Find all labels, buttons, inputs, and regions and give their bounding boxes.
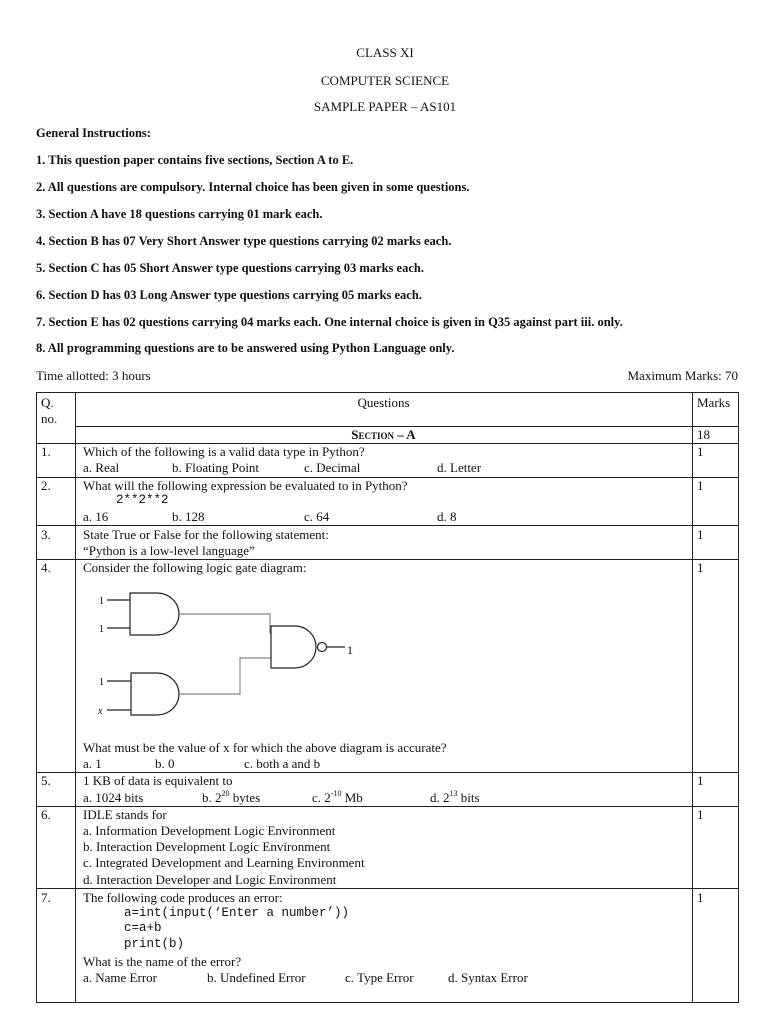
question-marks: 1 [697,560,704,575]
code-line: print(b) [124,937,185,951]
gate-input-label: 1 [99,677,104,688]
option-d: d. Interaction Developer and Logic Environment [83,872,337,887]
question-marks: 1 [697,527,704,542]
option-b: b. 0 [155,756,175,771]
option-c: c. Decimal [304,460,361,475]
option-d: d. $2^{13}$ bits [430,788,480,805]
instruction-item: 7. Section E has 02 questions carrying 04 marks each. One internal choice is given in Q35 against part iii. only. [36,315,623,329]
question-marks: 1 [697,478,704,493]
marks-header: Marks [697,395,731,410]
paper-title: SAMPLE PAPER – AS101 [313,99,457,114]
option-b: b. $2^{20}$ bytes [202,788,261,805]
question-marks: 1 [697,444,704,459]
gate-input-label: 1 [99,596,104,607]
question-marks: 1 [697,807,704,822]
question-text: Consider the following logic gate diagram: [83,560,307,575]
question-number: 5. [41,773,51,788]
question-text: IDLE stands for [83,807,167,822]
gate-output-label: 1 [347,643,353,657]
option-d: d. Syntax Error [448,970,528,985]
code-line: a=int(input(‘Enter a number’)) [124,906,350,920]
question-number: 7. [41,890,51,905]
gate-input-label: 1 [99,624,104,635]
option-a: a. 1024 bits [83,790,144,805]
question-prompt: What is the name of the error? [83,954,242,969]
option-b: b. Undefined Error [207,970,306,985]
question-text: The following code produces an error: [83,890,283,905]
logic-gate-diagram [85,585,385,735]
question-text: State True or False for the following statement: [83,527,329,542]
option-a: a. Real [83,460,120,475]
instruction-item: 8. All programming questions are to be answered using Python Language only. [36,341,455,355]
question-text: 1 KB of data is equivalent to [83,773,233,788]
option-c: c. 64 [304,509,330,524]
qno-header: Q. [41,395,54,410]
option-b: b. 128 [172,509,205,524]
and-gate-2 [131,673,179,715]
option-c: c. $2^{-10}$ Mb [312,788,363,805]
maximum-marks: Maximum Marks: 70 [627,368,738,383]
and-gate-1 [130,593,179,635]
question-number: 2. [41,478,51,493]
option-b: b. Floating Point [172,460,260,475]
option-d: d. 8 [437,509,457,524]
option-a: a. 1 [83,756,102,771]
nand-bubble [318,643,327,652]
time-allotted: Time allotted: 3 hours [36,368,151,383]
instruction-item: 1. This question paper contains five sections, Section A to E. [36,153,354,167]
section-a-marks: 18 [697,427,710,442]
subject-title: COMPUTER SCIENCE [320,73,450,88]
question-prompt: What must be the value of x for which the above diagram is accurate? [83,740,447,755]
statement-text: “Python is a low-level language” [83,543,255,558]
instruction-item: 3. Section A have 18 questions carrying 01 mark each. [36,207,323,221]
code-line: c=a+b [124,921,162,935]
question-number: 6. [41,807,51,822]
question-text: What will the following expression be evaluated to in Python? [83,478,408,493]
instruction-item: 2. All questions are compulsory. Internal choice has been given in some questions. [36,180,470,194]
option-b: b. Interaction Development Logic Environment [83,839,331,854]
instruction-item: 4. Section B has 07 Very Short Answer type questions carrying 02 marks each. [36,234,452,248]
nand-gate [271,626,316,668]
section-a-label: Section – A [351,427,416,442]
option-a: a. 16 [83,509,109,524]
class-title: CLASS XI [356,45,414,60]
qno-header-line2: no. [41,411,58,426]
gate-input-label: x [98,706,103,717]
question-number: 1. [41,444,51,459]
instruction-item: 6. Section D has 03 Long Answer type questions carrying 05 marks each. [36,288,422,302]
option-c: c. Integrated Development and Learning Environment [83,855,365,870]
instructions-heading: General Instructions: [36,126,151,140]
instruction-item: 5. Section C has 05 Short Answer type questions carrying 03 marks each. [36,261,424,275]
option-a: a. Name Error [83,970,157,985]
option-d: d. Letter [437,460,482,475]
question-text: Which of the following is a valid data type in Python? [83,444,365,459]
option-c: c. both a and b [244,756,321,771]
code-expression: 2**2**2 [116,493,169,507]
question-marks: 1 [697,890,704,905]
option-a: a. Information Development Logic Environment [83,823,336,838]
question-number: 4. [41,560,51,575]
option-c: c. Type Error [345,970,414,985]
questions-header: Questions [357,395,410,410]
question-marks: 1 [697,773,704,788]
question-number: 3. [41,527,51,542]
